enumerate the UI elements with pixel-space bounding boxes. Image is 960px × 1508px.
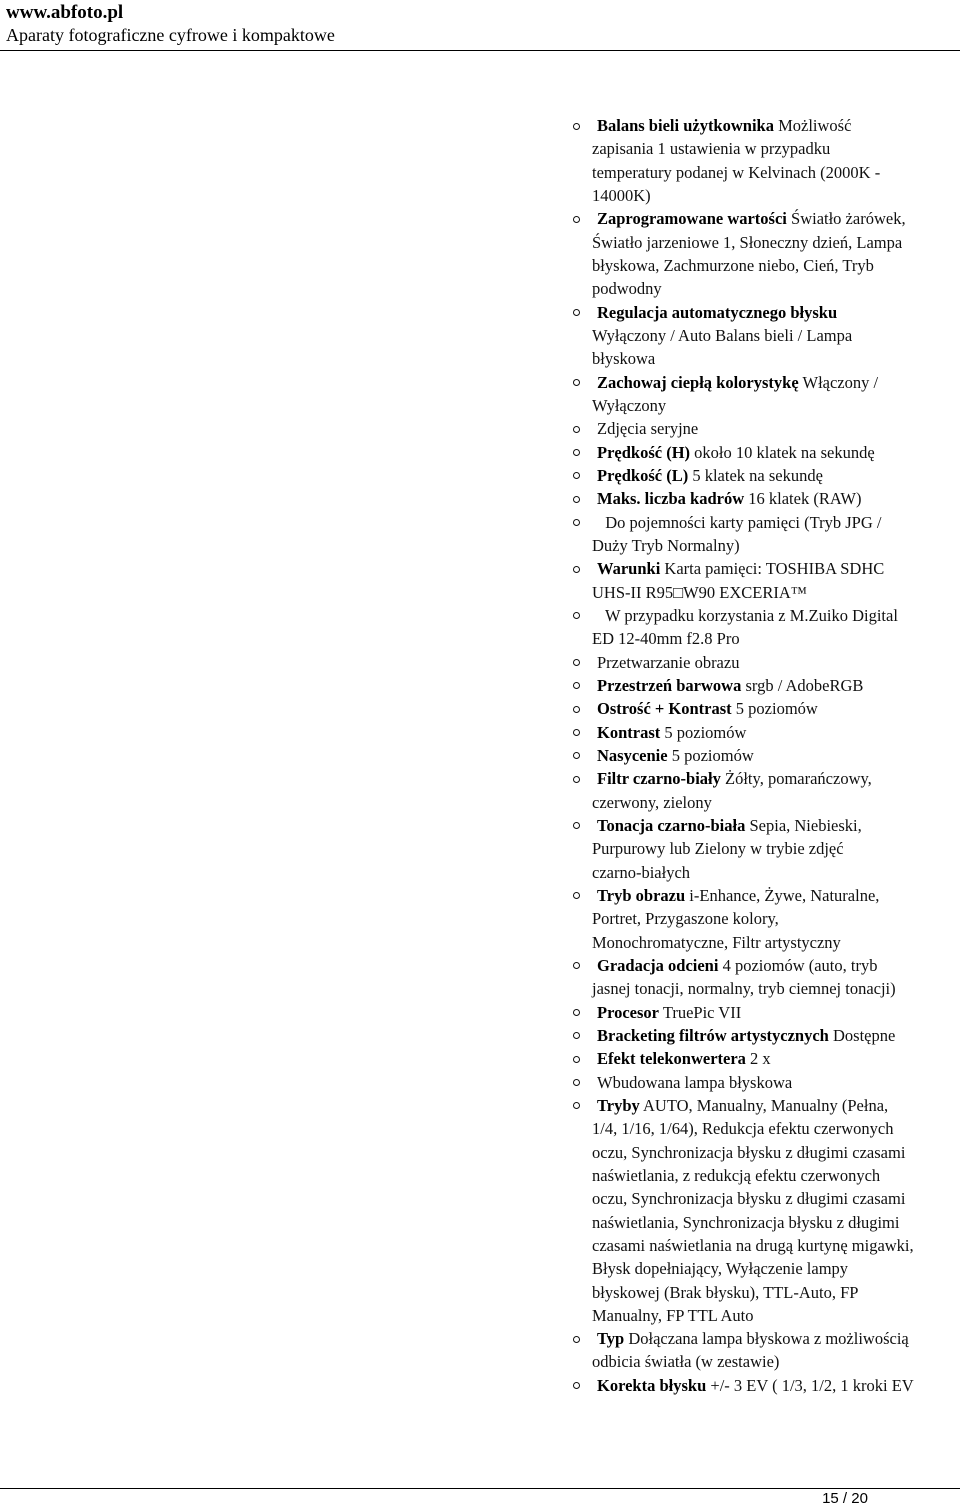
list-item-text [597,676,863,696]
bullet-circle-icon [573,612,580,619]
list-item-text-continued [592,1166,880,1186]
spec-value: 5 poziomów [667,745,754,765]
spec-label: Gradacja odcieni [597,955,719,975]
bullet-circle-icon [573,776,580,783]
bullet-circle-icon [573,449,580,456]
spec-value: +/- 3 EV ( 1/3, 1/2, 1 kroki EV [706,1375,914,1395]
spec-label: Przestrzeń barwowa [597,675,742,695]
list-item-text-continued [592,909,779,929]
list-item-text [597,1026,895,1046]
bullet-circle-icon [573,519,580,526]
spec-value: 5 poziomów [731,699,818,719]
list-item-text-continued [592,979,896,999]
spec-label: Korekta błysku [597,1375,707,1395]
bullet-circle-icon [573,426,580,433]
spec-label: Regulacja automatycznego błysku [597,302,838,322]
list-item-text-continued [592,1119,894,1139]
bullet-circle-icon [573,496,580,503]
spec-value: Dostępne [828,1025,896,1045]
spec-value: oczu, Synchronizacja błysku z długimi czasami [592,1142,906,1162]
list-item-text [597,1003,741,1023]
list-item-text-continued [592,396,666,416]
spec-value: czasami naświetlania na drugą kurtynę migawki, [592,1235,914,1255]
bullet-circle-icon [573,1102,580,1109]
spec-value: temperatury podanej w Kelvinach (2000K - [592,162,881,182]
list-item-text-continued [592,933,841,953]
spec-value: 14000K) [592,185,651,205]
bullet-circle-icon [573,752,580,759]
spec-label: Zaprogramowane wartości [597,209,787,229]
spec-value: oczu, Synchronizacja błysku z długimi czasami [592,1189,906,1209]
spec-value: AUTO, Manualny, Manualny (Pełna, [639,1095,889,1115]
list-item-text [597,303,837,323]
spec-value: 16 klatek (RAW) [744,489,862,509]
list-item-text [597,209,906,229]
list-item-text [597,489,862,509]
list-item-text-continued [592,583,807,603]
spec-label: Nasycenie [597,745,668,765]
spec-value: UHS-II R95□W90 EXCERIA™ [592,582,807,602]
list-item-text [597,419,698,439]
spec-label: Prędkość (L) [597,465,689,485]
spec-value: błyskowej (Brak błysku), TTL-Auto, FP [592,1282,859,1302]
bullet-circle-icon [573,216,580,223]
bullet-circle-icon [573,1336,580,1343]
page-subtitle: Aparaty fotograficzne cyfrowe i kompaktowe [6,25,335,45]
spec-value: TruePic VII [659,1002,742,1022]
bullet-circle-icon [573,1032,580,1039]
bullet-circle-icon [573,706,580,713]
list-item-text [597,513,881,533]
spec-value: Przetwarzanie obrazu [597,652,740,672]
site-name: www.abfoto.pl [6,2,124,23]
list-item-text-continued [592,839,844,859]
list-item-text-continued [592,1189,905,1209]
spec-value: Wbudowana lampa błyskowa [597,1072,793,1092]
spec-value: ED 12-40mm f2.8 Pro [592,629,740,649]
bullet-circle-icon [573,682,580,689]
list-item-text-continued [592,863,690,883]
spec-value: Portret, Przygaszone kolory, [592,909,779,929]
list-item-text [597,559,884,579]
list-item-text-continued [592,1236,914,1256]
list-item-text [597,606,898,626]
spec-label: Zachowaj ciepłą kolorystykę [597,372,799,392]
spec-label: Bracketing filtrów artystycznych [597,1025,829,1045]
spec-label: Tryb obrazu [597,885,686,905]
list-item-text-continued [592,536,740,556]
spec-value: Zdjęcia seryjne [597,419,699,439]
footer-divider [0,1488,960,1489]
list-item-text [597,1073,792,1093]
bullet-circle-icon [573,729,580,736]
list-item-text [597,956,877,976]
bullet-circle-icon [573,962,580,969]
spec-value: czerwony, zielony [592,792,712,812]
list-item-text [597,1376,914,1396]
bullet-circle-icon [573,472,580,479]
spec-value: Wyłączony [592,395,667,415]
spec-value: 5 klatek na sekundę [688,465,823,485]
spec-label: Balans bieli użytkownika [597,116,774,135]
spec-label: Tryby [597,1095,640,1115]
spec-label: Prędkość (H) [597,442,691,462]
spec-value: Karta pamięci: TOSHIBA SDHC [660,559,885,579]
spec-value: błyskowa [592,349,656,369]
spec-label: Tonacja czarno-biała [597,815,746,835]
bullet-circle-icon [573,123,580,130]
spec-value: Do pojemności karty pamięci (Tryb JPG / [597,512,882,532]
list-item-text [597,443,875,463]
list-item-text [597,116,851,136]
spec-value: Włączony / [798,372,879,392]
spec-value: odbicia światła (w zestawie) [592,1352,780,1372]
list-item-text [597,769,872,789]
list-item-text [597,373,878,393]
spec-label: Procesor [597,1002,659,1022]
list-item-text-continued [592,233,902,253]
list-item-text [597,886,879,906]
bullet-circle-icon [573,309,580,316]
spec-label: Maks. liczba kadrów [597,489,745,509]
spec-label: Kontrast [597,722,661,742]
list-item-text-continued [592,256,874,276]
spec-value: srgb / AdobeRGB [741,675,864,695]
spec-label: Typ [597,1329,625,1349]
bullet-circle-icon [573,1009,580,1016]
spec-value: Światło żarówek, [786,209,906,229]
spec-value: Wyłączony / Auto Balans bieli / Lampa [592,325,853,345]
spec-value: błyskowa, Zachmurzone niebo, Cień, Tryb [592,255,874,275]
page-header [0,0,960,52]
bullet-circle-icon [573,659,580,666]
list-item-text-continued [592,793,712,813]
spec-value: naświetlania, z redukcją efektu czerwonych [592,1165,881,1185]
header-divider [0,50,960,51]
bullet-circle-icon [573,379,580,386]
spec-value: naświetlania, Synchronizacja błysku z długimi [592,1212,900,1232]
list-item-text-continued [592,326,852,346]
list-item-text-continued [592,279,662,299]
spec-value: około 10 klatek na sekundę [690,442,875,462]
spec-value: 5 poziomów [660,722,747,742]
spec-value: i-Enhance, Żywe, Naturalne, [685,885,880,905]
bullet-circle-icon [573,1079,580,1086]
list-item-text-continued [592,1213,899,1233]
list-item-text-continued [592,349,655,369]
list-item-text-continued [592,1143,905,1163]
bullet-circle-icon [573,566,580,573]
spec-value: Możliwość [773,116,852,135]
spec-value: Sepia, Niebieski, [745,815,862,835]
bullet-circle-icon [573,892,580,899]
bullet-circle-icon [573,1056,580,1063]
spec-value: Żółty, pomarańczowy, [720,769,872,789]
spec-value: Duży Tryb Normalny) [592,535,740,555]
spec-value: Błysk dopełniający, Wyłączenie lampy [592,1259,849,1279]
list-item-text [597,1049,771,1069]
spec-value: zapisania 1 ustawienia w przypadku [592,139,831,159]
spec-label: Filtr czarno-biały [597,769,721,789]
spec-value: Manualny, FP TTL Auto [592,1305,754,1325]
list-item-text-continued [592,186,651,206]
list-item-text-continued [592,629,740,649]
page-number: 15 / 20 [822,1490,868,1507]
spec-value: jasnej tonacji, normalny, tryb ciemnej tonacji) [592,979,896,999]
bullet-circle-icon [573,822,580,829]
list-item-text-continued [592,1259,848,1279]
spec-label: Ostrość + Kontrast [597,699,732,719]
list-item-text-continued [592,139,830,159]
spec-value: W przypadku korzystania z M.Zuiko Digital [597,605,898,625]
spec-value: czarno-białych [592,862,691,882]
spec-value: Dołączana lampa błyskowa z możliwością [624,1329,909,1349]
spec-value: 4 poziomów (auto, tryb [718,955,878,975]
spec-label: Efekt telekonwertera [597,1049,746,1069]
list-item-text [597,1096,888,1116]
list-item-text [597,816,862,836]
spec-label: Warunki [597,559,661,579]
list-item-text-continued [592,163,880,183]
list-item-text [597,1329,909,1349]
list-item-text-continued [592,1352,779,1372]
list-item-text-continued [592,1306,754,1326]
spec-value: 2 x [745,1049,771,1069]
spec-value: Purpurowy lub Zielony w trybie zdjęć [592,839,844,859]
spec-value: 1/4, 1/16, 1/64), Redukcja efektu czerwonych [592,1119,894,1139]
list-item-text [597,746,754,766]
spec-value: Światło jarzeniowe 1, Słoneczny dzień, Lampa [592,232,903,252]
list-item-text [597,723,746,743]
spec-value: Monochromatyczne, Filtr artystyczny [592,932,841,952]
bullet-circle-icon [573,1382,580,1389]
list-item-text [597,653,739,673]
list-item-text [597,466,823,486]
list-item-text [597,699,818,719]
spec-value: podwodny [592,279,662,299]
list-item-text-continued [592,1283,858,1303]
